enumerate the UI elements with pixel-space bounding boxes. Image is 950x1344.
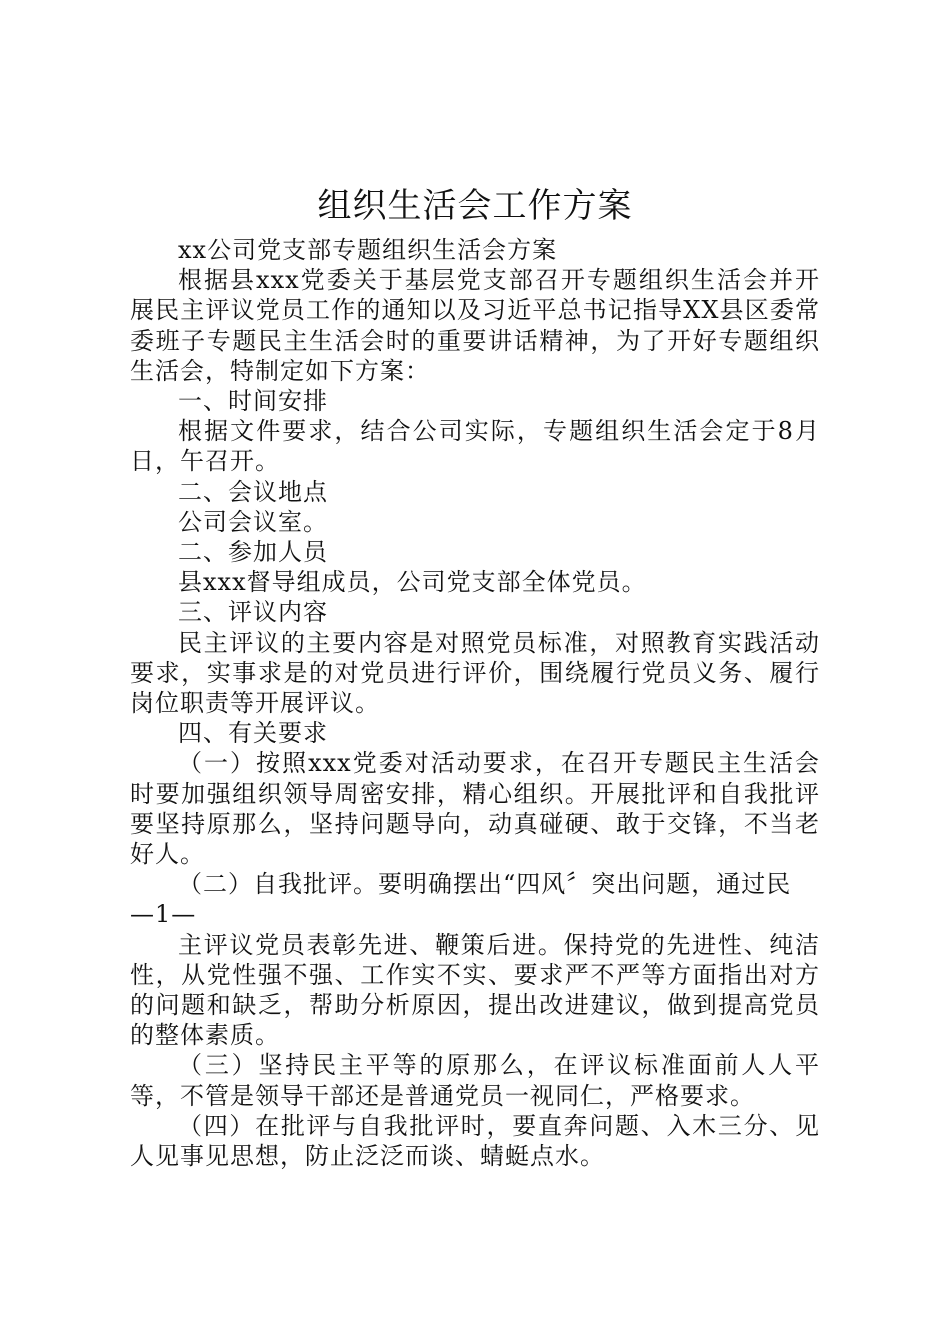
requirement-2-paragraph: （二）自我批评。要明确摆出“四风〞突出问题，通过民 xyxy=(178,870,792,899)
section-heading-content: 三、评议内容 xyxy=(178,598,328,627)
content-paragraph: 民主评议的主要内容是对照党员标准，对照教育实践活动要求，实事求是的对党员进行评价，围绕履行党员义务、履行岗位职责等开展评议。 xyxy=(130,628,820,718)
document-title: 组织生活会工作方案 xyxy=(317,186,633,226)
page-number-footer: —1— xyxy=(130,900,197,929)
requirement-4-paragraph: （四）在批评与自我批评时，要直奔问题、入木三分、见人见事见思想，防止泛泛而谈、蜻蜓点水。 xyxy=(130,1111,820,1171)
document-body xyxy=(130,235,820,1171)
requirement-2-continued-paragraph: 主评议党员表彰先进、鞭策后进。保持党的先进性、纯洁性，从党性强不强、工作实不实、要求严不严等方面指出对方的问题和缺乏，帮助分析原因，提出改进建议，做到提高党员的整体素质。 xyxy=(130,930,820,1050)
location-paragraph: 公司会议室。 xyxy=(178,507,328,536)
section-heading-time: 一、时间安排 xyxy=(178,387,328,416)
subtitle-paragraph: xx公司党支部专题组织生活会方案 xyxy=(178,236,558,264)
section-heading-attendees: 二、参加人员 xyxy=(178,538,328,567)
section-heading-requirements: 四、有关要求 xyxy=(178,719,328,748)
time-paragraph: 根据文件要求，结合公司实际，专题组织生活会定于8月日，午召开。 xyxy=(130,417,820,476)
attendees-paragraph: 县xxx督导组成员，公司党支部全体党员。 xyxy=(178,568,647,597)
requirement-3-paragraph: （三）坚持民主平等的原那么，在评议标准面前人人平等，不管是领导干部还是普通党员一视同仁，严格要求。 xyxy=(130,1051,820,1110)
intro-paragraph: 根据县xxx党委关于基层党支部召开专题组织生活会并开展民主评议党员工作的通知以及习近平总书记指导XX县区委常委班子专题民主生活会时的重要讲话精神，为了开好专题组织生活会，特制定如下方案： xyxy=(130,266,820,385)
requirement-1-paragraph: （一）按照xxx党委对活动要求，在召开专题民主生活会时要加强组织领导周密安排，精心组织。开展批评和自我批评要坚持原那么，坚持问题导向，动真碰硬、敢于交锋，不当老好人。 xyxy=(130,749,820,869)
section-heading-location: 二、会议地点 xyxy=(178,477,328,506)
